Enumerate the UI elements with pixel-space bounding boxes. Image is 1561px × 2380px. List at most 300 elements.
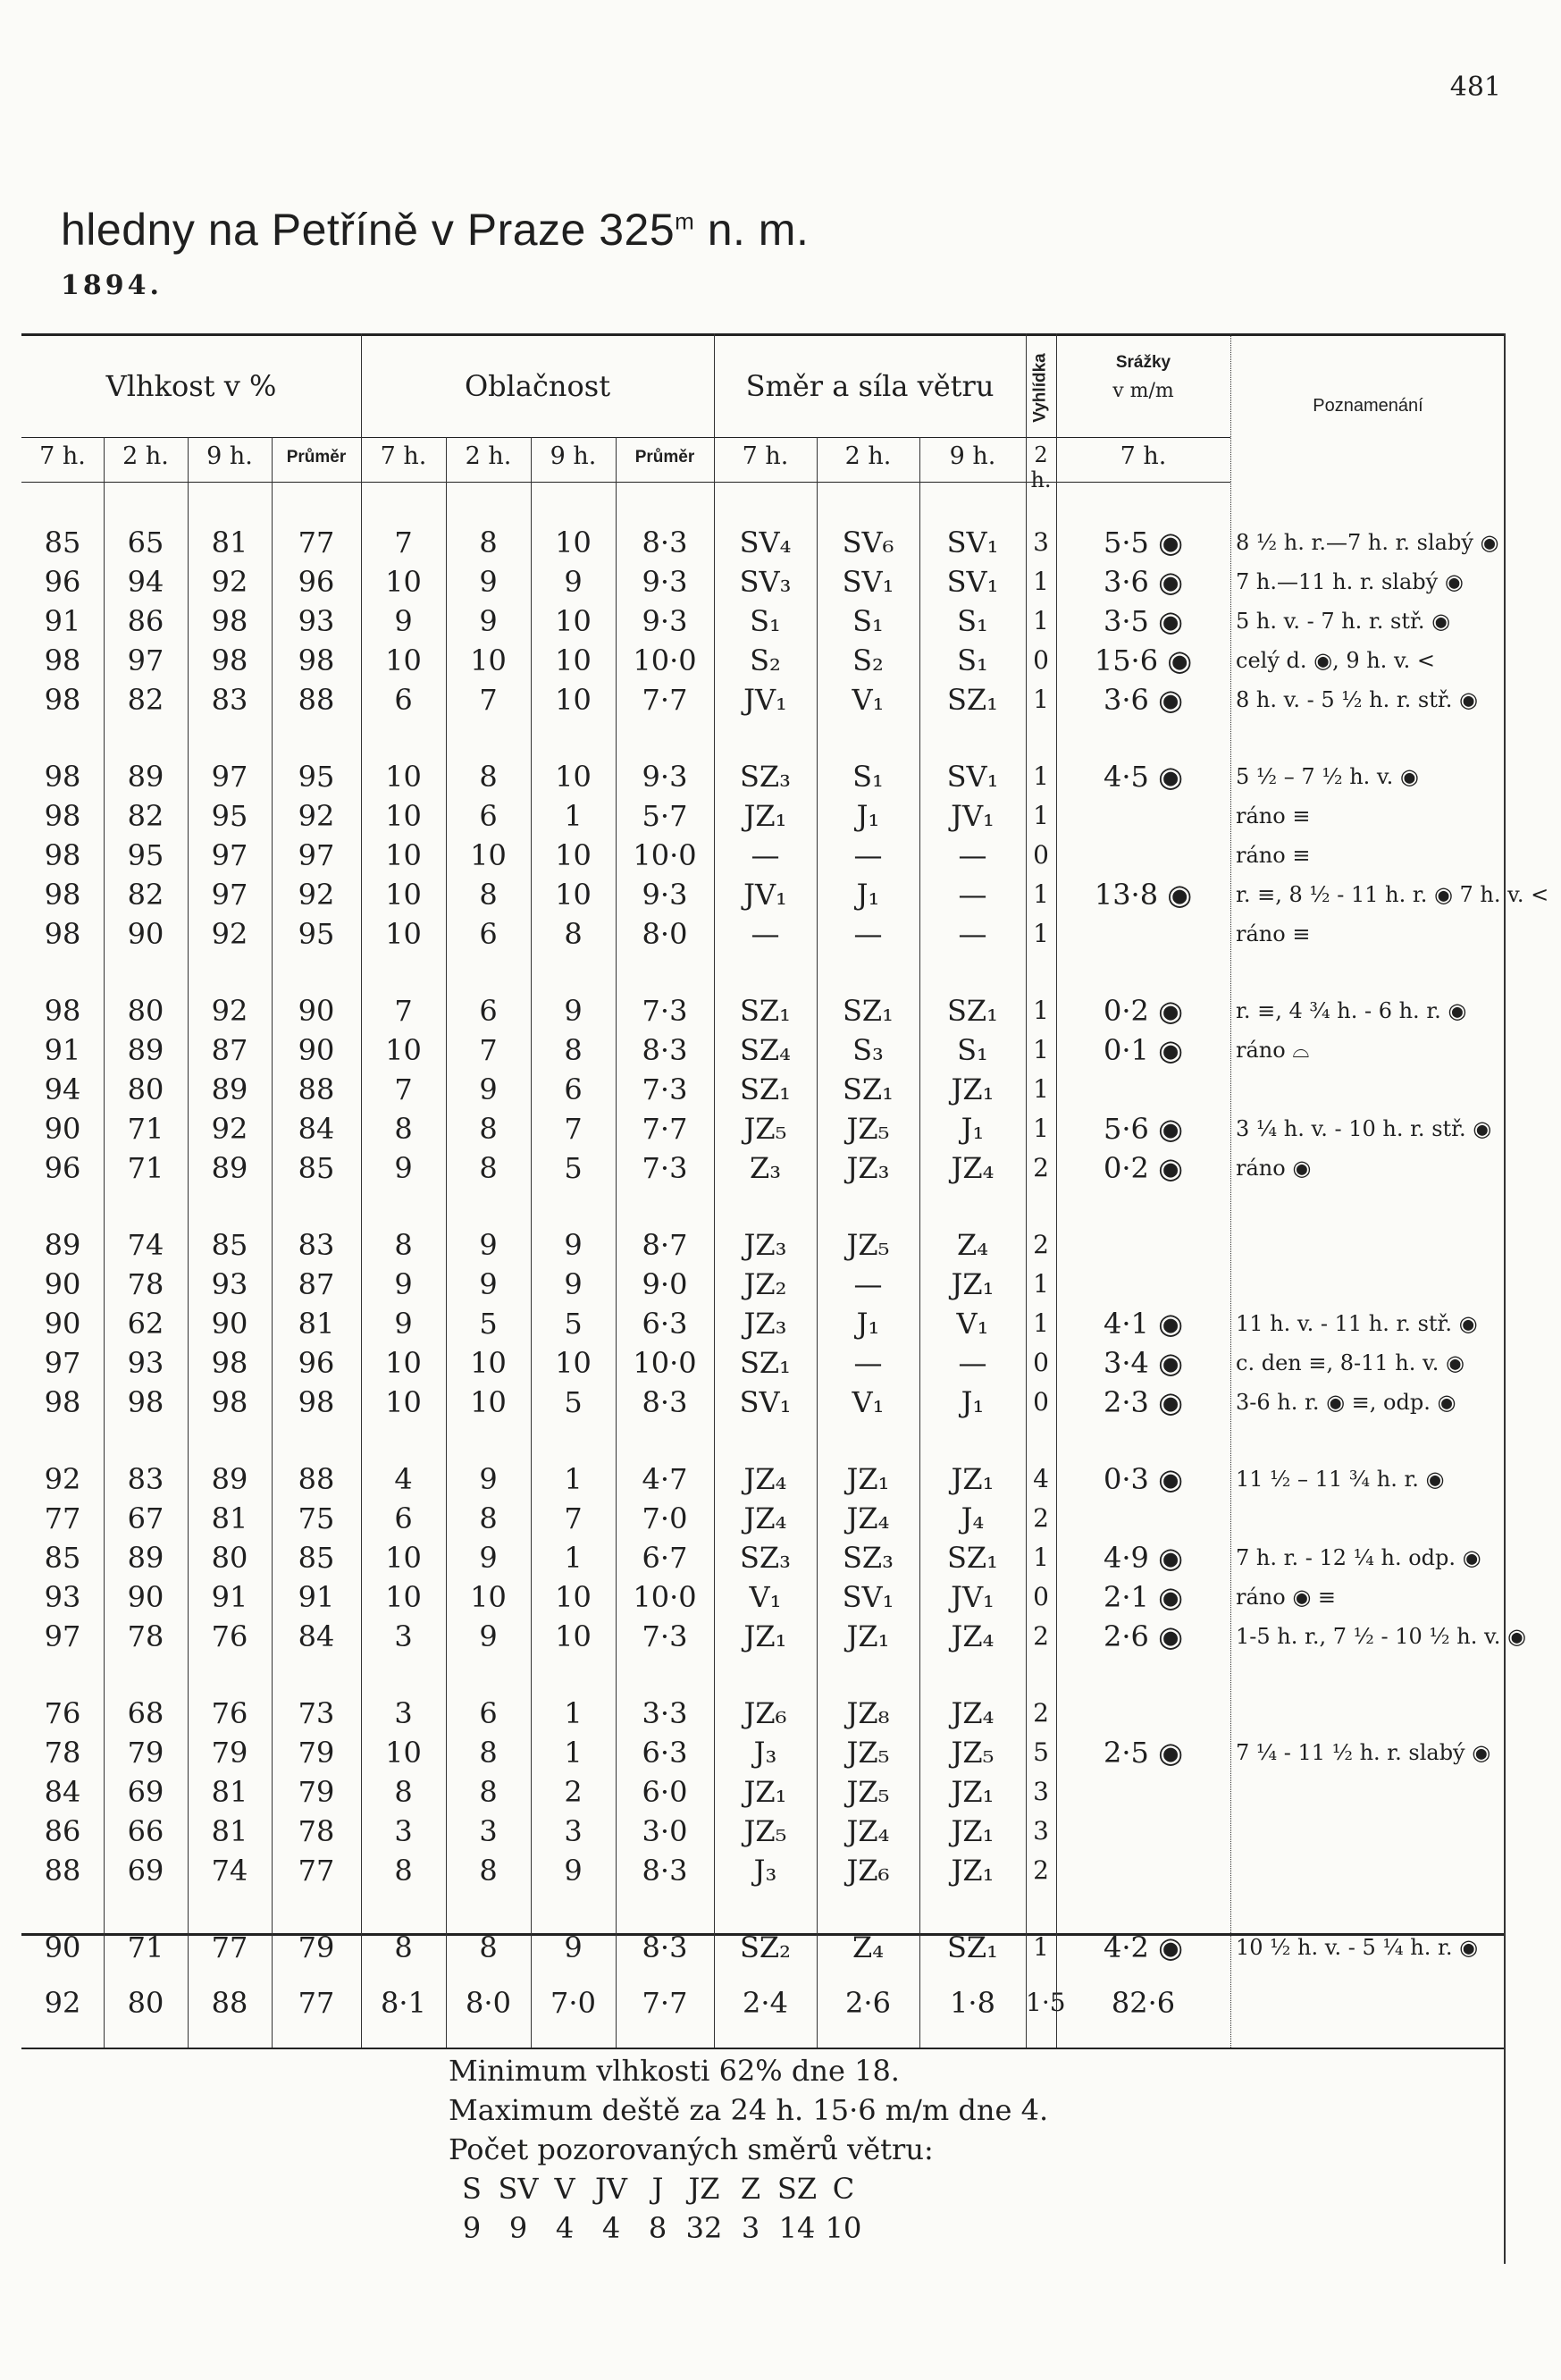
cell-vlhkost-9h: 98 — [211, 1385, 248, 1419]
cell-vlhkost-2h: 78 — [127, 1619, 164, 1653]
cell-oblacnost-2h: 9 — [479, 1619, 498, 1653]
direction-count: 32 — [685, 2211, 723, 2245]
sub-o7: 7 h. — [380, 442, 427, 470]
total-srazky: 82·6 — [1111, 1986, 1176, 2020]
cell-vitr-2h: JZ₆ — [846, 1854, 890, 1888]
year-label: 1894. — [61, 270, 163, 301]
total-vlhkost-7h: 92 — [44, 1986, 81, 2020]
cell-vlhkost-2h: 90 — [127, 1580, 164, 1614]
cell-vitr-9h: SZ₁ — [947, 1930, 998, 1964]
cell-vlhkost-prumer: 75 — [298, 1501, 335, 1535]
table-row — [21, 523, 1506, 562]
cell-srazky: 2·5 ◉ — [1104, 1736, 1183, 1770]
cell-poznamenani: 7 h. r. - 12 ¼ h. odp. ◉ — [1236, 1545, 1481, 1570]
table-row — [21, 1577, 1506, 1617]
cell-oblacnost-prumer: 5·7 — [642, 799, 688, 833]
cell-vitr-7h: JZ₁ — [743, 799, 787, 833]
cell-vitr-7h: JV₁ — [743, 683, 787, 717]
cell-srazky: 4·1 ◉ — [1104, 1307, 1183, 1341]
cell-vlhkost-7h: 98 — [44, 683, 81, 717]
cell-vlhkost-9h: 89 — [211, 1072, 248, 1106]
cell-vlhkost-7h: 98 — [44, 760, 81, 794]
sub-s9: 9 h. — [949, 442, 996, 470]
cell-oblacnost-2h: 6 — [479, 1696, 498, 1730]
cell-vlhkost-2h: 89 — [127, 760, 164, 794]
cell-vitr-2h: S₁ — [852, 604, 884, 638]
cell-vlhkost-2h: 71 — [127, 1112, 164, 1146]
cell-oblacnost-prumer: 6·3 — [642, 1736, 688, 1770]
table-row — [21, 1772, 1506, 1812]
cell-vlhkost-9h: 97 — [211, 760, 248, 794]
cell-vitr-9h: SZ₁ — [947, 683, 998, 717]
cell-vitr-9h: JZ₁ — [951, 1854, 995, 1888]
cell-vlhkost-9h: 98 — [211, 604, 248, 638]
cell-oblacnost-2h: 8 — [479, 1151, 498, 1185]
table-row — [21, 1265, 1506, 1304]
cell-vitr-9h: JV₁ — [951, 799, 995, 833]
cell-oblacnost-9h: 3 — [564, 1814, 583, 1848]
cell-vitr-2h: — — [853, 1346, 883, 1380]
table-row — [21, 796, 1506, 836]
cell-oblacnost-prumer: 8·3 — [642, 1385, 688, 1419]
cell-vlhkost-prumer: 79 — [298, 1775, 335, 1809]
cell-vlhkost-2h: 89 — [127, 1033, 164, 1067]
cell-vlhkost-prumer: 88 — [298, 1072, 335, 1106]
cell-oblacnost-9h: 7 — [564, 1112, 583, 1146]
cell-oblacnost-7h: 8 — [394, 1775, 413, 1809]
cell-vlhkost-prumer: 98 — [298, 643, 335, 677]
cell-vlhkost-9h: 81 — [211, 526, 248, 559]
header-vlhkost: Vlhkost v % — [105, 369, 277, 403]
cell-vlhkost-7h: 78 — [44, 1736, 81, 1770]
total-vitr-7h: 2·4 — [743, 1986, 788, 2020]
cell-oblacnost-7h: 10 — [385, 1580, 422, 1614]
cell-poznamenani — [1236, 1772, 1506, 1812]
cell-poznamenani: 8 ½ h. r.—7 h. r. slabý ◉ — [1236, 530, 1499, 555]
cell-vitr-7h: V₁ — [749, 1580, 782, 1614]
cell-poznamenani: ráno ⌓ — [1236, 1038, 1310, 1063]
cell-srazky: 15·6 ◉ — [1094, 643, 1193, 677]
cell-oblacnost-9h: 10 — [555, 604, 592, 638]
cell-poznamenani: 10 ½ h. v. - 5 ¼ h. r. ◉ — [1236, 1935, 1479, 1960]
cell-srazky: 3·4 ◉ — [1104, 1346, 1183, 1380]
cell-srazky — [1056, 1499, 1230, 1538]
page-title — [61, 204, 809, 256]
cell-oblacnost-7h: 10 — [385, 1346, 422, 1380]
cell-vitr-7h: SZ₄ — [740, 1033, 791, 1067]
cell-poznamenani: 3-6 h. r. ◉ ≡, odp. ◉ — [1236, 1390, 1456, 1415]
table-row — [21, 836, 1506, 875]
cell-vlhkost-7h: 97 — [44, 1346, 81, 1380]
cell-poznamenani: 5 h. v. - 7 h. r. stř. ◉ — [1236, 609, 1451, 634]
cell-srazky: 0·2 ◉ — [1104, 1151, 1183, 1185]
cell-vyhlidka: 2 — [1033, 1621, 1049, 1651]
observation-table — [21, 333, 1549, 2264]
column-rule — [361, 333, 362, 2048]
cell-poznamenani: ráno ≡ — [1236, 803, 1311, 828]
column-rule — [272, 437, 273, 2048]
cell-vitr-9h: JZ₄ — [951, 1696, 995, 1730]
cell-vitr-9h: S₁ — [957, 604, 988, 638]
cell-oblacnost-9h: 1 — [564, 1736, 583, 1770]
cell-srazky — [1056, 1225, 1230, 1265]
total-vlhkost-2h: 80 — [127, 1986, 164, 2020]
cell-vlhkost-7h: 93 — [44, 1580, 81, 1614]
table-row — [21, 1812, 1506, 1851]
cell-oblacnost-2h: 6 — [479, 799, 498, 833]
cell-vlhkost-9h: 98 — [211, 643, 248, 677]
cell-vitr-2h: JZ₄ — [846, 1501, 890, 1535]
cell-vlhkost-2h: 98 — [127, 1385, 164, 1419]
cell-vlhkost-9h: 79 — [211, 1736, 248, 1770]
cell-poznamenani — [1236, 1225, 1506, 1265]
cell-vlhkost-prumer: 79 — [298, 1736, 335, 1770]
cell-vitr-2h: JZ₁ — [846, 1619, 890, 1653]
cell-vitr-7h: SZ₁ — [740, 1346, 791, 1380]
cell-srazky: 13·8 ◉ — [1094, 878, 1193, 912]
cell-vitr-7h: SV₁ — [739, 1385, 792, 1419]
cell-vlhkost-prumer: 90 — [298, 994, 335, 1028]
total-oblacnost-prumer: 7·7 — [642, 1986, 688, 2020]
cell-vlhkost-prumer: 93 — [298, 604, 335, 638]
column-rule — [616, 437, 617, 2048]
cell-vlhkost-2h: 97 — [127, 643, 164, 677]
cell-vlhkost-9h: 95 — [211, 799, 248, 833]
cell-oblacnost-2h: 10 — [470, 643, 507, 677]
header-oblacnost: Oblačnost — [464, 369, 611, 403]
table-row — [21, 1070, 1506, 1109]
cell-vitr-9h: JZ₁ — [951, 1267, 995, 1301]
header-bottom-rule — [21, 482, 1230, 483]
cell-srazky: 0·1 ◉ — [1104, 1033, 1183, 1067]
cell-poznamenani: 3 ¼ h. v. - 10 h. r. stř. ◉ — [1236, 1116, 1492, 1141]
totals-row — [21, 1976, 1506, 2030]
sub-v2: 2 h. — [122, 442, 169, 470]
cell-oblacnost-7h: 9 — [394, 1267, 413, 1301]
cell-vlhkost-9h: 77 — [211, 1930, 248, 1964]
direction-label: JV — [595, 2172, 627, 2206]
cell-vitr-9h: S₁ — [957, 1033, 988, 1067]
cell-vlhkost-prumer: 90 — [298, 1033, 335, 1067]
cell-oblacnost-prumer: 6·3 — [642, 1307, 688, 1341]
cell-oblacnost-2h: 9 — [479, 604, 498, 638]
table-row — [21, 875, 1549, 914]
table-row — [21, 991, 1506, 1030]
direction-count: 3 — [741, 2211, 760, 2245]
cell-srazky — [1056, 1070, 1230, 1109]
cell-srazky: 0·2 ◉ — [1104, 994, 1183, 1028]
cell-oblacnost-9h: 9 — [564, 1228, 583, 1262]
cell-vitr-9h: — — [958, 878, 987, 912]
cell-oblacnost-9h: 10 — [555, 1619, 592, 1653]
cell-srazky: 2·1 ◉ — [1104, 1580, 1183, 1614]
cell-vitr-2h: V₁ — [852, 683, 885, 717]
header-srazky-unit: v m/m — [1112, 380, 1174, 402]
cell-oblacnost-7h: 10 — [385, 917, 422, 951]
cell-vlhkost-prumer: 91 — [298, 1580, 335, 1614]
total-oblacnost-9h: 7·0 — [550, 1986, 596, 2020]
sub-o9: 9 h. — [550, 442, 597, 470]
cell-oblacnost-2h: 10 — [470, 1580, 507, 1614]
footer-line-maximum: Maximum deště za 24 h. 15·6 m/m dne 4. — [449, 2093, 1049, 2127]
cell-vlhkost-2h: 69 — [127, 1854, 164, 1888]
total-vitr-2h: 2·6 — [845, 1986, 891, 2020]
cell-srazky — [1056, 796, 1230, 836]
cell-poznamenani: 5 ½ – 7 ½ h. v. ◉ — [1236, 764, 1419, 789]
cell-vitr-7h: JZ₅ — [743, 1814, 787, 1848]
cell-oblacnost-7h: 10 — [385, 799, 422, 833]
cell-vyhlidka: 5 — [1033, 1737, 1049, 1767]
cell-vlhkost-2h: 82 — [127, 878, 164, 912]
cell-vlhkost-9h: 97 — [211, 838, 248, 872]
cell-poznamenani: 7 ¼ - 11 ½ h. r. slabý ◉ — [1236, 1740, 1491, 1765]
total-oblacnost-7h: 8·1 — [381, 1986, 426, 2020]
table-row — [21, 914, 1506, 954]
table-top-rule — [21, 333, 1506, 336]
cell-oblacnost-7h: 7 — [394, 994, 413, 1028]
cell-vlhkost-9h: 92 — [211, 565, 248, 599]
cell-poznamenani: celý d. ◉, 9 h. v. < — [1236, 648, 1436, 673]
cell-vlhkost-2h: 82 — [127, 799, 164, 833]
table-row — [21, 1851, 1506, 1890]
cell-vitr-2h: J₁ — [856, 878, 880, 912]
title-unit: m — [675, 207, 695, 235]
cell-oblacnost-prumer: 9·3 — [642, 878, 688, 912]
cell-oblacnost-2h: 5 — [479, 1307, 498, 1341]
cell-oblacnost-9h: 1 — [564, 1541, 583, 1575]
cell-vlhkost-2h: 90 — [127, 917, 164, 951]
cell-oblacnost-7h: 7 — [394, 1072, 413, 1106]
cell-vitr-7h: JV₁ — [743, 878, 787, 912]
cell-vlhkost-prumer: 98 — [298, 1385, 335, 1419]
cell-vlhkost-9h: 87 — [211, 1033, 248, 1067]
cell-oblacnost-9h: 10 — [555, 1580, 592, 1614]
cell-srazky: 3·5 ◉ — [1104, 604, 1183, 638]
cell-oblacnost-2h: 3 — [479, 1814, 498, 1848]
cell-oblacnost-2h: 8 — [479, 1930, 498, 1964]
cell-oblacnost-prumer: 7·3 — [642, 1072, 688, 1106]
cell-oblacnost-prumer: 9·0 — [642, 1267, 688, 1301]
cell-vitr-2h: V₁ — [852, 1385, 885, 1419]
cell-vitr-2h: — — [853, 838, 883, 872]
cell-vitr-2h: JZ₅ — [846, 1228, 890, 1262]
table-row — [21, 1733, 1506, 1772]
cell-vitr-9h: JZ₁ — [951, 1462, 995, 1496]
cell-vitr-9h: SZ₁ — [947, 994, 998, 1028]
cell-oblacnost-prumer: 10·0 — [633, 1580, 697, 1614]
cell-oblacnost-7h: 10 — [385, 565, 422, 599]
cell-vitr-2h: S₁ — [852, 760, 884, 794]
cell-srazky — [1056, 914, 1230, 954]
cell-srazky — [1056, 1694, 1230, 1733]
cell-oblacnost-7h: 10 — [385, 643, 422, 677]
cell-oblacnost-9h: 2 — [564, 1775, 583, 1809]
cell-vyhlidka: 1 — [1033, 606, 1049, 635]
cell-vitr-9h: JZ₁ — [951, 1072, 995, 1106]
cell-oblacnost-9h: 8 — [564, 1033, 583, 1067]
direction-label: V — [554, 2172, 575, 2206]
direction-label: SZ — [776, 2172, 818, 2206]
cell-srazky: 4·2 ◉ — [1104, 1930, 1183, 1964]
cell-vitr-2h: — — [853, 1267, 883, 1301]
cell-vitr-9h: SV₁ — [946, 760, 999, 794]
cell-vlhkost-7h: 98 — [44, 1385, 81, 1419]
sub-s7: 7 h. — [742, 442, 789, 470]
cell-poznamenani: 8 h. v. - 5 ½ h. r. stř. ◉ — [1236, 687, 1478, 712]
cell-vyhlidka: 0 — [1033, 1387, 1049, 1417]
cell-vyhlidka: 0 — [1033, 840, 1049, 870]
direction-count: 10 — [825, 2211, 862, 2245]
footer-notes — [449, 2051, 1048, 2248]
sub-op: Průměr — [634, 448, 695, 467]
cell-oblacnost-2h: 9 — [479, 565, 498, 599]
header-poznamenani: Poznamenání — [1313, 396, 1423, 416]
cell-oblacnost-2h: 10 — [470, 1385, 507, 1419]
cell-oblacnost-7h: 10 — [385, 878, 422, 912]
cell-oblacnost-7h: 9 — [394, 604, 413, 638]
cell-vlhkost-7h: 90 — [44, 1930, 81, 1964]
cell-poznamenani: ráno ◉ — [1236, 1156, 1312, 1181]
cell-vitr-2h: SZ₃ — [843, 1541, 894, 1575]
table-row — [21, 641, 1506, 680]
cell-oblacnost-9h: 9 — [564, 994, 583, 1028]
cell-vlhkost-7h: 96 — [44, 1151, 81, 1185]
cell-vlhkost-2h: 68 — [127, 1696, 164, 1730]
cell-oblacnost-9h: 10 — [555, 760, 592, 794]
cell-vyhlidka: 2 — [1033, 1503, 1049, 1533]
cell-vitr-2h: Z₄ — [852, 1930, 885, 1964]
direction-label: SV — [498, 2172, 539, 2206]
cell-vlhkost-prumer: 78 — [298, 1814, 335, 1848]
cell-vyhlidka: 2 — [1033, 1230, 1049, 1259]
footer-line-directions: Počet pozorovaných směrů větru: — [449, 2132, 934, 2166]
sub-vy: 2 h. — [1030, 442, 1052, 492]
cell-oblacnost-2h: 8 — [479, 878, 498, 912]
cell-vlhkost-9h: 85 — [211, 1228, 248, 1262]
total-vlhkost-prumer: 77 — [298, 1986, 335, 2020]
table-row — [21, 1383, 1506, 1422]
cell-vlhkost-prumer: 81 — [298, 1307, 335, 1341]
cell-vlhkost-7h: 92 — [44, 1462, 81, 1496]
cell-oblacnost-9h: 8 — [564, 917, 583, 951]
cell-oblacnost-2h: 7 — [479, 1033, 498, 1067]
cell-vitr-9h: V₁ — [956, 1307, 989, 1341]
cell-poznamenani: r. ≡, 4 ¾ h. - 6 h. r. ◉ — [1236, 998, 1467, 1023]
cell-oblacnost-prumer: 3·3 — [642, 1696, 688, 1730]
sub-sr: 7 h. — [1120, 442, 1167, 470]
cell-vlhkost-9h: 98 — [211, 1346, 248, 1380]
cell-oblacnost-prumer: 8·7 — [642, 1228, 688, 1262]
cell-oblacnost-2h: 9 — [479, 1228, 498, 1262]
cell-vitr-7h: SV₄ — [739, 526, 792, 559]
cell-vitr-2h: SV₁ — [842, 565, 894, 599]
cell-oblacnost-2h: 7 — [479, 683, 498, 717]
cell-vitr-7h: S₂ — [750, 643, 781, 677]
cell-vlhkost-2h: 71 — [127, 1930, 164, 1964]
cell-vlhkost-9h: 89 — [211, 1151, 248, 1185]
total-poznamenani — [1230, 1976, 1506, 2030]
cell-vlhkost-7h: 98 — [44, 838, 81, 872]
cell-vlhkost-9h: 80 — [211, 1541, 248, 1575]
cell-vitr-7h: S₁ — [750, 604, 781, 638]
cell-srazky — [1056, 1851, 1230, 1890]
cell-oblacnost-7h: 3 — [394, 1814, 413, 1848]
cell-vitr-7h: JZ₂ — [743, 1267, 787, 1301]
cell-vyhlidka: 1 — [1033, 1074, 1049, 1104]
cell-oblacnost-7h: 9 — [394, 1151, 413, 1185]
total-vyhlidka: 1·5 — [1026, 1988, 1066, 2017]
cell-vitr-9h: Z₄ — [956, 1228, 989, 1262]
cell-oblacnost-2h: 8 — [479, 1775, 498, 1809]
cell-vlhkost-prumer: 88 — [298, 1462, 335, 1496]
cell-vyhlidka: 1 — [1033, 1932, 1049, 1962]
cell-vitr-9h: — — [958, 1346, 987, 1380]
cell-vlhkost-7h: 85 — [44, 1541, 81, 1575]
totals-bottom-rule — [21, 2048, 1506, 2049]
cell-oblacnost-2h: 9 — [479, 1072, 498, 1106]
table-row — [21, 1343, 1506, 1383]
cell-srazky: 4·9 ◉ — [1104, 1541, 1183, 1575]
cell-oblacnost-7h: 10 — [385, 1033, 422, 1067]
cell-oblacnost-prumer: 9·3 — [642, 565, 688, 599]
cell-vyhlidka: 1 — [1033, 879, 1049, 909]
sub-v9: 9 h. — [206, 442, 253, 470]
cell-vitr-2h: JZ₃ — [846, 1151, 890, 1185]
cell-vlhkost-prumer: 92 — [298, 878, 335, 912]
cell-oblacnost-7h: 10 — [385, 1541, 422, 1575]
cell-oblacnost-prumer: 9·3 — [642, 760, 688, 794]
cell-oblacnost-9h: 9 — [564, 1930, 583, 1964]
table-row — [21, 757, 1506, 796]
cell-vyhlidka: 2 — [1033, 1855, 1049, 1885]
cell-oblacnost-7h: 6 — [394, 683, 413, 717]
title-tail: n. m. — [694, 205, 810, 255]
cell-oblacnost-prumer: 8·0 — [642, 917, 688, 951]
table-row — [21, 1459, 1506, 1499]
cell-poznamenani — [1236, 1499, 1506, 1538]
direction-labels — [449, 2169, 1048, 2208]
cell-vlhkost-prumer: 87 — [298, 1267, 335, 1301]
cell-oblacnost-9h: 5 — [564, 1385, 583, 1419]
cell-vitr-9h: JZ₄ — [951, 1151, 995, 1185]
direction-count: 4 — [601, 2211, 621, 2245]
cell-vlhkost-7h: 90 — [44, 1307, 81, 1341]
cell-vlhkost-9h: 76 — [211, 1619, 248, 1653]
cell-vlhkost-2h: 65 — [127, 526, 164, 559]
cell-poznamenani: c. den ≡, 8-11 h. v. ◉ — [1236, 1350, 1464, 1375]
cell-oblacnost-9h: 1 — [564, 799, 583, 833]
direction-label: Z — [740, 2172, 761, 2206]
cell-oblacnost-9h: 1 — [564, 1462, 583, 1496]
cell-vlhkost-prumer: 88 — [298, 683, 335, 717]
cell-vlhkost-9h: 81 — [211, 1501, 248, 1535]
cell-oblacnost-7h: 8 — [394, 1112, 413, 1146]
cell-vlhkost-prumer: 95 — [298, 917, 335, 951]
cell-srazky — [1056, 1265, 1230, 1304]
cell-vitr-2h: JZ₄ — [846, 1814, 890, 1848]
cell-vlhkost-2h: 83 — [127, 1462, 164, 1496]
cell-vlhkost-7h: 90 — [44, 1267, 81, 1301]
column-rule — [1026, 333, 1027, 2048]
cell-oblacnost-7h: 4 — [394, 1462, 413, 1496]
cell-vitr-2h: S₃ — [852, 1033, 884, 1067]
cell-oblacnost-7h: 6 — [394, 1501, 413, 1535]
cell-vitr-2h: SV₆ — [842, 526, 894, 559]
cell-oblacnost-2h: 8 — [479, 1112, 498, 1146]
cell-vlhkost-2h: 82 — [127, 683, 164, 717]
cell-vitr-7h: JZ₄ — [743, 1501, 787, 1535]
cell-vitr-7h: SV₃ — [739, 565, 792, 599]
